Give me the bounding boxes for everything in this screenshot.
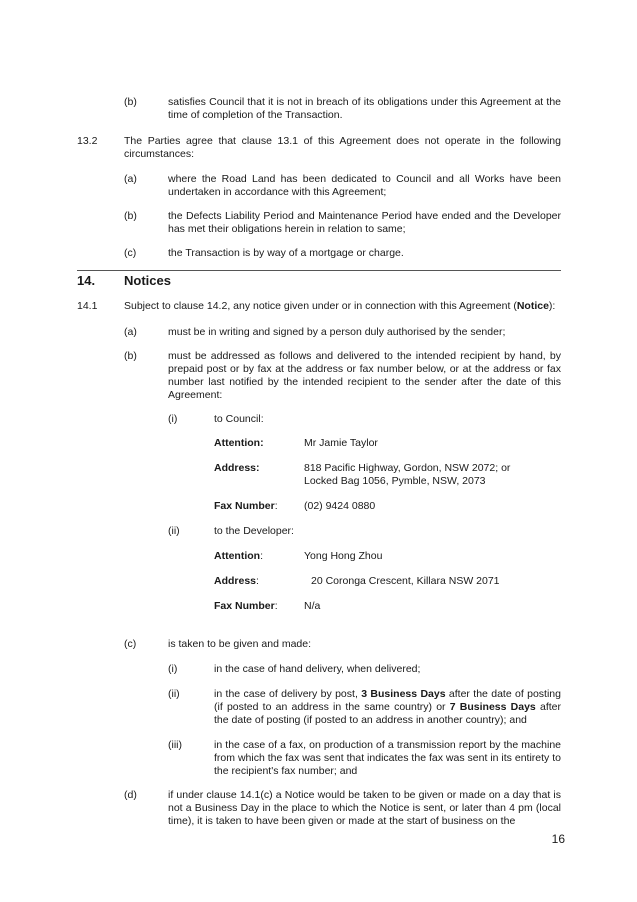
clause-13-2-a-label: (a): [124, 173, 137, 185]
clause-13-1-b-label: (b): [124, 96, 137, 108]
clause-14-1-c-ii-label: (ii): [168, 688, 180, 700]
council-fax-value: (02) 9424 0880: [304, 500, 376, 512]
section-14-number: 14.: [77, 273, 96, 288]
clause-13-2-c-label: (c): [124, 247, 137, 259]
section-14-title: Notices: [124, 273, 171, 288]
clause-14-1-b-label: (b): [124, 350, 137, 362]
page-number: 16: [551, 832, 565, 846]
clause-13-2-text: The Parties agree that clause 13.1 of this Agreement does not operate in the following circumstances:: [124, 135, 561, 160]
council-address-line2: Locked Bag 1056, Pymble, NSW, 2073: [304, 475, 486, 487]
council-label: (i): [168, 413, 178, 425]
clause-14-1-d-label: (d): [124, 789, 137, 801]
clause-13-2-number: 13.2: [77, 135, 98, 147]
developer-fax-value: N/a: [304, 600, 321, 612]
clause-14-1-d-text: if under clause 14.1(c) a Notice would be taken to be given or made on a day that is not a Business Day in the place to which the Notice is sent, or later than 4 pm (local time), it is taken to have been given or made at the start of business on the: [168, 789, 561, 827]
developer-label: (ii): [168, 525, 180, 537]
clause-13-2-c-text: the Transaction is by way of a mortgage or charge.: [168, 247, 404, 259]
council-address-line1: 818 Pacific Highway, Gordon, NSW 2072; or: [304, 462, 511, 474]
clause-13-2-b-text: the Defects Liability Period and Maintenance Period have ended and the Developer has met their obligations herein in relation to same;: [168, 210, 561, 235]
clause-14-1-c-ii-text: in the case of delivery by post, 3 Business Days after the date of posting (if posted to an address in the same country) or 7 Business Days after the date of posting (if posted to an address in another country); and: [214, 688, 561, 726]
clause-14-1-number: 14.1: [77, 300, 98, 312]
developer-attention-label: Attention:: [214, 550, 263, 562]
clause-14-1-a-text: must be in writing and signed by a person duly authorised by the sender;: [168, 326, 506, 338]
clause-14-1-c-text: is taken to be given and made:: [168, 638, 312, 650]
developer-address-label: Address:: [214, 575, 259, 587]
clause-13-2-a-text: where the Road Land has been dedicated to Council and all Works have been undertaken in accordance with this Agreement;: [168, 173, 561, 198]
section-divider: [77, 270, 561, 271]
notice-defined-term: Notice: [516, 300, 549, 312]
developer-attention-value: Yong Hong Zhou: [304, 550, 383, 562]
clause-14-1-c-label: (c): [124, 638, 137, 650]
council-attention-label: Attention:: [214, 437, 264, 449]
council-fax-label: Fax Number:: [214, 500, 278, 512]
developer-address-value: 20 Coronga Crescent, Killara NSW 2071: [311, 575, 500, 587]
council-attention-value: Mr Jamie Taylor: [304, 437, 378, 449]
clause-14-1-c-iii-text: in the case of a fax, on production of a transmission report by the machine from which the fax was sent that indicates the fax was sent in its entirety to the recipient's fax number; and: [214, 739, 561, 777]
clause-14-1-text: Subject to clause 14.2, any notice given under or in connection with this Agreement (Notice):: [124, 300, 556, 312]
clause-14-1-a-label: (a): [124, 326, 137, 338]
clause-14-1-b-text: must be addressed as follows and delivered to the intended recipient by hand, by prepaid post or by fax at the address or fax number below, or at the address or fax number last notified by the intended recipient to the sender after the date of this Agreement:: [168, 350, 561, 401]
clause-14-1-c-iii-label: (iii): [168, 739, 182, 751]
developer-fax-label: Fax Number:: [214, 600, 278, 612]
clause-13-1-b-text: satisfies Council that it is not in breach of its obligations under this Agreement at the time of completion of the Transaction.: [168, 96, 561, 121]
developer-heading: to the Developer:: [214, 525, 294, 537]
clause-13-2-b-label: (b): [124, 210, 137, 222]
clause-14-1-c-i-label: (i): [168, 663, 178, 675]
council-address-label: Address:: [214, 462, 260, 474]
council-heading: to Council:: [214, 413, 264, 425]
clause-14-1-c-i-text: in the case of hand delivery, when delivered;: [214, 663, 421, 675]
